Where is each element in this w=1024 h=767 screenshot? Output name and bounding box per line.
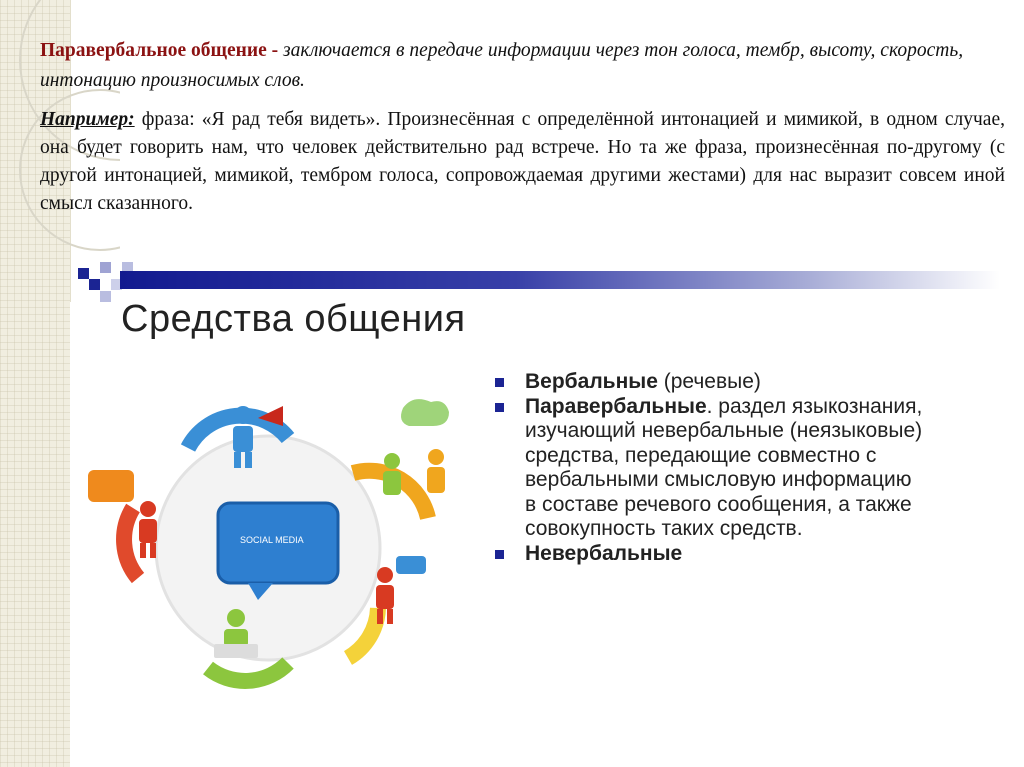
intro-term: Паравербальное общение - bbox=[40, 40, 279, 61]
list-item-title: Невербальные bbox=[525, 541, 683, 565]
list-item bbox=[495, 542, 925, 567]
social-media-label: SOCIAL MEDIA bbox=[240, 535, 304, 545]
intro-paragraph bbox=[40, 36, 1005, 96]
red-arrow-icon bbox=[124, 508, 138, 578]
example-text: фраза: «Я рад тебя видеть». Произнесённая с определённой интонацией и мимикой, в одном случае, она будет говорить нам, что человек действительно рад встрече. Но та же фраза, произнесённая по-другому (с другой интонацией, мимикой, тембром голоса, сопровождаемая другими жестами) для нас выразит совсем иной смысл сказанного. bbox=[40, 109, 1005, 214]
example-lead: Например: bbox=[40, 109, 135, 130]
communication-cycle-graphic bbox=[78, 378, 458, 698]
speech-bubble-orange-icon bbox=[88, 470, 134, 502]
intro-definition: заключается в передаче информации через тон голоса, тембр, высоту, скорость, интонацию произносимых слов. bbox=[40, 40, 964, 91]
green-arrow-icon bbox=[208, 663, 288, 681]
bullet-icon bbox=[495, 550, 504, 559]
bullet-icon bbox=[495, 378, 504, 387]
person-red-icon bbox=[139, 501, 157, 558]
list-item-title: Паравербальные bbox=[525, 394, 707, 418]
list-item-title: Вербальные bbox=[525, 370, 658, 393]
chat-bubble-icon bbox=[396, 556, 426, 574]
example-paragraph bbox=[40, 106, 1005, 218]
list-item-text: . раздел языкознания, изучающий невербальные (неязыковые) средства, передающие совместно с вербальными смысловую информацию в составе речевого сообщения, а также совокупность таких средств. bbox=[525, 394, 923, 540]
bullet-icon bbox=[495, 403, 504, 412]
list-item-text: (речевые) bbox=[657, 370, 761, 393]
communication-means-list bbox=[495, 370, 925, 566]
header-gradient-bar bbox=[120, 271, 1000, 289]
panel-title: Средства общения bbox=[121, 298, 466, 340]
cloud-icon bbox=[401, 399, 449, 426]
list-item bbox=[495, 370, 925, 395]
list-item bbox=[495, 395, 925, 542]
